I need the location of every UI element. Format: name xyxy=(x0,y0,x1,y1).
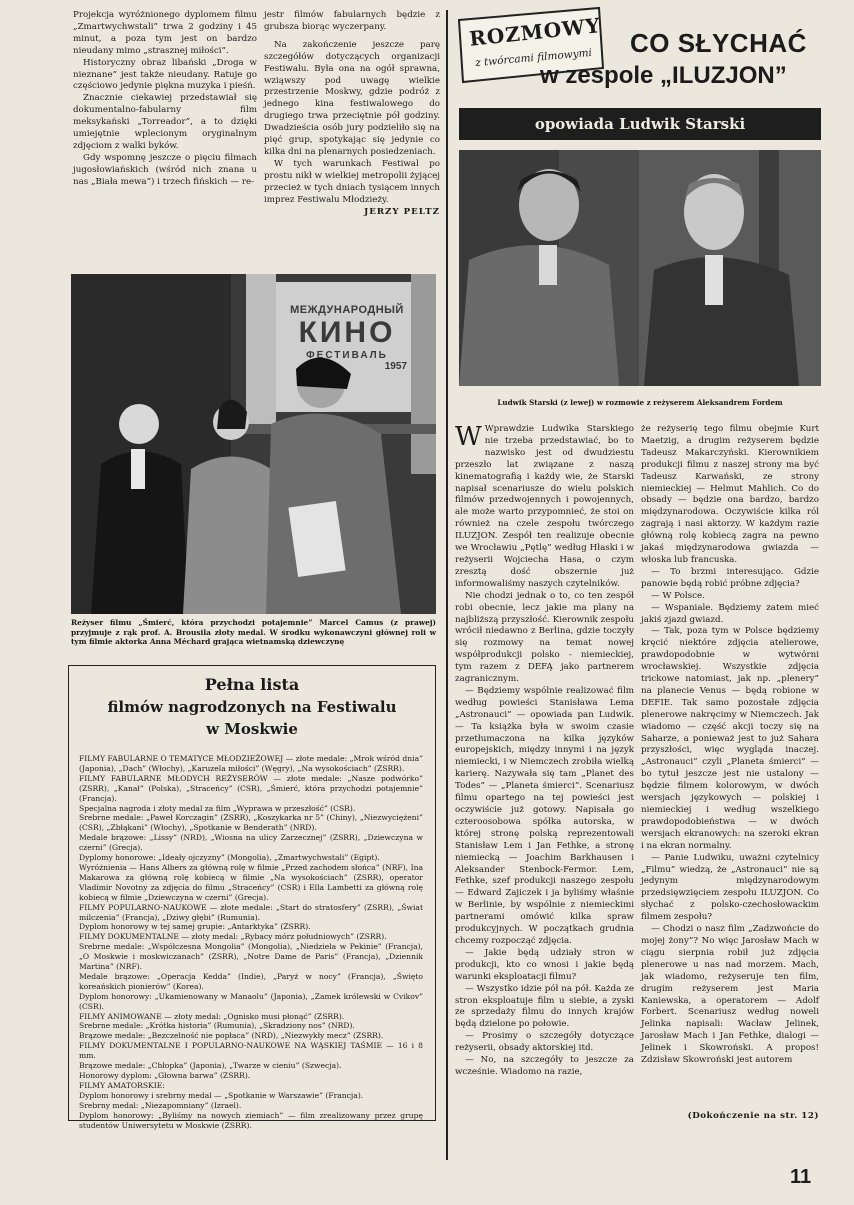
paragraph: — Jakie będą udziały stron w produkcji, kto co wnosi i jakie będą warunki eksploatacji filmu? xyxy=(455,947,634,982)
interview-photo-caption: Ludwik Starski (z lewej) w rozmowie z reżyserem Aleksandrem Fordem xyxy=(497,398,783,407)
paragraph: W Wprawdzie Ludwika Starskiego nie trzeba przedstawiać, bo to nazwisko jest od dwudziestu przeszło lat związane z naszą kinematografią i każdy wie, że Starski napisał scenariusze do wielu polskich filmów przedwojennych i powojennych, ale może warto przypomnieć, że stoi on również na czele zespołu twórczego ILUZJON. Zespół ten realizuje obecnie we Wrocławiu „Pętlę” według Hłaski i w reżyserii Wojciecha Hasa, o czym zresztą dość obszernie już informowaliśmy naszych czytelników. xyxy=(455,422,634,589)
paragraph: — Tak, poza tym w Polsce będziemy kręcić niektóre zdjęcia atelierowe, prawdopodobnie w wytwórni wrocławskiej. Wszystkie zdjęcia trickowe natomiast, jak np. „plenery” na planecie Venus — będą robione w DEFIE. Tak samo pozostałe zdjęcia plenerowe nakręcimy w Niemczech. Jak wiadomo — część akcji toczy się na Saharze, a ponieważ jest to już Sahara przyszłości, więc wygląda inaczej. „Astronauci” czyli „Planeta śmierci” — bo tytuł jeszcze jest nie ustalony — będzie filmem kolorowym, w dwóch wersjach językowych — polskiej i niemieckiej i według wszelkiego prawdopodobieństwa — w dwóch wersjach ekranowych: na szeroki ekran i na ekran normalny. xyxy=(641,626,819,851)
awards-line: FILMY AMATORSKIE: xyxy=(79,1080,165,1090)
awards-line: FILMY POPULARNO-NAUKOWE — złote medale: „Start do stratosfery” (ZSRR), „Świat milczenia” (Francja), „Dziwy głębi” (Rumunia). xyxy=(79,902,423,922)
awards-title-line1: Pełna lista xyxy=(204,675,300,694)
rozmowy-badge-title: ROZMOWY xyxy=(468,13,602,51)
paragraph: — To brzmi interesująco. Gdzie panowie będą robić próbne zdjęcia? xyxy=(641,566,819,589)
awards-line: Dyplom honorowy: „Byliśmy na nowych ziemiach” — film zrealizowany przez grupę studentów Uniwersytetu w Moskwie (ZSRR). xyxy=(79,1110,423,1130)
drop-cap: W xyxy=(455,422,482,452)
festival-sign-year: 1957 xyxy=(384,361,407,372)
paragraph: Znacznie ciekawiej przedstawiał się dokumentalno-fabularny film meksykański „Torreador”, a to dzięki umiejętnie wplecionym oryginalnym zdjęciom z walki byków. xyxy=(73,93,257,151)
author-signature: JERZY PELTZ xyxy=(364,206,440,217)
paragraph: Projekcja wyróżnionego dyplomem filmu „Zmartwychwstali” trwa 2 godziny i 45 minut, a poza tym jest on bardzo nieudany mimo „strasznej miłości”. xyxy=(73,10,257,56)
paragraph: — Będziemy wspólnie realizować film według powieści Stanisława Lema „Astronauci” — opowiada pan Ludwik. — Ta książka była w swoim czasie przetłumaczona na kilka języków europejskich, między innymi i na język niemiecki, i w Niemczech zrobiła wielką karierę. Nazywała się tam „Planet des Todes” — „Planeta śmierci”. Scenariusz filmu opartego na tej powieści jest oczywiście już gotowy. Napisała go czteroosobowa spółka autorska, w której stronę polską reprezentowali Stanisław Lem i Jan Fethke, a stronę niemiecką — Joachim Barkhausen i Aleksander Stenbock-Fermor. Lem, Fethke, szef produkcji naszego zespołu — Edward Zajiczek i ja byliśmy właśnie w Berlinie, by wspólnie z niemieckimi partnerami omówić kilka spraw produkcyjnych. W początkach grudnia chcemy rozpocząć zdjęcia. xyxy=(455,685,634,946)
paragraph: — W Polsce. xyxy=(651,590,705,601)
continued-note: (Dokończenie na str. 12) xyxy=(687,1111,819,1121)
paragraph: — Prosimy o szczegóły dotyczące reżyserii, obsady aktorskiej itd. xyxy=(455,1031,634,1054)
paragraph: Historyczny obraz libański „Droga w nieznane” jest także nieudany. Ratuje go częściowo jedynie piękna muzyka i pieśń. xyxy=(73,57,257,92)
awards-line: FILMY ANIMOWANE — złoty medal: „Ognisko musi płonąć” (ZSRR). xyxy=(79,1011,345,1021)
interview-photo-caption-wrap xyxy=(459,398,821,408)
awards-line: Brązowe medale: „Bezczelność nie popłaca” (NRD), „Niezwykły mecz” (ZSRR). xyxy=(79,1031,384,1041)
awards-line: Wyróżnienia — Hans Albers za główną rolę w filmie „Przed zachodem słońca” (NRF), Ina Makarowa za główną rolę kobiecą w filmie „Na wysokościach” (ZSRR), operator Vladimir Novotny za zdjęcia do filmu „Straceńcy” (CSR) i Ella Lambetti za główną rolę kobiecą w filmie „Dziewczyna w czerni” (Grecja). xyxy=(79,862,423,902)
awards-line: Srebrny medal: „Niezapomniany” (Izrael). xyxy=(79,1100,242,1110)
awards-line: Srebrne medale: „Krótka historia” (Rumunia), „Skradziony nos” (NRD). xyxy=(79,1021,355,1031)
festival-sign xyxy=(279,304,415,372)
byline-banner xyxy=(459,108,821,140)
awards-line: Honorowy dyplom: „Głowna barwa” (ZSRR). xyxy=(79,1071,251,1080)
festival-photo-caption: Reżyser filmu „Śmierć, która przychodzi potajemnie” Marcel Camus (z prawej) przyjmuje z rąk prof. A. Brousila złoty medal. W środku wykonawczyni głównej roli w tym filmie aktorka Anna Méchard grająca wietnamską dziewczynę xyxy=(71,618,436,647)
festival-sign-line2: КИНО xyxy=(298,316,396,349)
awards-line: Brązowe medale: „Chłopka” (Japonia), „Twarze w cieniu” (Szwecja). xyxy=(79,1061,342,1071)
paragraph: — Wszystko idzie pół na pół. Każda ze stron eksploatuje film u siebie, a zyski ze sprzedaży filmu do innych krajów będą dzielone po połowie. xyxy=(455,983,634,1030)
left-article-col2 xyxy=(264,10,440,217)
awards-line: Specjalna nagroda i złoty medal za film „Wyprawa w przeszłość” (CSR). xyxy=(79,803,356,813)
paragraph: Gdy wspomnę jeszcze o pięciu filmach jugosłowiańskich (wśród nich znana u nas „Biała mewa”) i trzech fińskich — re- xyxy=(73,152,257,187)
left-article-col1 xyxy=(73,10,257,189)
awards-line: Dyplom honorowy w tej samej grupie: „Antarktyka” (ZSRR). xyxy=(79,922,311,932)
paragraph: Na zakończenie jeszcze parę szczegółów dotyczących organizacji Festiwalu. Była ona na ogół sprawna, wziąwszy pod uwagę wielkie przestrzenie Moskwy, gdzie podróż z jednego kina festiwalowego do drugiego trwa przeciętnie pół godziny. Dwadzieścia osób jury podzieliło się na pięć grup, spotykając się jedynie co kilka dni na plenarnych posiedzeniach. xyxy=(264,39,440,157)
awards-line: FILMY FABULARNE O TEMATYCE MŁODZIEŻOWEJ — złote medale: „Mrok wśród dnia” (Japonia), „Dach” (Włochy), „Karuzela miłości” (Węgry), „Na wysokościach” (ZSRR). xyxy=(79,754,423,773)
byline: opowiada Ludwik Starski xyxy=(534,115,746,133)
headline-line1: CO SŁYCHAĆ xyxy=(630,28,807,58)
paragraph: — Panie Ludwiku, uważni czytelnicy „Filmu” wiedzą, że „Astronauci” nie są jedynym międzynarodowym przedsięwzięciem zespołu ILUZJON. Co słychać z polsko-czechosłowackim filmem zespołu? xyxy=(641,852,819,923)
column-divider xyxy=(446,10,448,1160)
festival-sign-line3: ФЕСТИВАЛЬ xyxy=(306,350,388,361)
festival-sign-line1: МЕЖДУНАРОДНЫЙ xyxy=(290,304,404,316)
awards-title-line2: filmów nagrodzonych na Festiwalu xyxy=(107,698,397,716)
rozmowy-badge-subtitle: z twórcami filmowymi xyxy=(474,46,593,70)
awards-line: FILMY DOKUMENTALNE I POPULARNO-NAUKOWE NA WĄSKIEJ TAŚMIE — 16 i 8 mm. xyxy=(79,1041,423,1061)
paragraph: Nie chodzi jednak o to, co ten zespół robi obecnie, lecz jakie ma plany na najbliższą przyszłość. Kierownik zespołu wrócił niedawno z Berlina, gdzie toczyły się rozmowy na temat nowej współprodukcji polsko - niemieckiej, tym razem z DEFĄ jako partnerem zagranicznym. xyxy=(455,590,634,685)
awards-line: Medale brązowe: „Lissy” (NRD), „Wiosna na ulicy Zarzecznej” (ZSRR), „Dziewczyna w czerni” (Grecja). xyxy=(79,833,423,853)
awards-line: Srebrne medale: „Paweł Korczagin” (ZSRR), „Koszykarka nr 5” (Chiny), „Niezwyciężeni” (CSR), „Zbłąkani” (Włochy), „Spotkanie w Benderath” (NRD). xyxy=(79,813,423,833)
paragraph: jestr filmów fabularnych będzie z grubsza biorąc wyczerpany. xyxy=(264,10,440,32)
interview-photo xyxy=(459,150,821,386)
festival-photo-caption-wrap xyxy=(71,618,436,647)
page-number: 11 xyxy=(790,1166,812,1188)
paragraph: — Chodzi o nasz film „Zadzwońcie do mojej żony”? No więc Jarosław Mach w ciągu sierpnia robił już zdjęcia plenerowe u nas nad morzem. Mach, jak wiadomo, reżyseruje ten film, drugim reżyserem jest Maria Kaniewska, a operatorem — Adolf Forbert. Scenariusz według noweli Jelinka napisali: Wacław Jelinek, Jarosław Mach i Jan Fethke, dialogi — Jelinek i Skowroński. A propos! Zdzisław Skowroński jest autorem xyxy=(641,924,819,1066)
interview-photo-image xyxy=(459,150,821,386)
awards-line: FILMY DOKUMENTALNE — złoty medal: „Rybacy mórz południowych” (ZSRR). xyxy=(79,932,387,942)
awards-line: Dyplom honorowy: „Ukamienowany w Manaolu” (Japonia), „Zamek królewski w Cvikov” (CSR). xyxy=(79,991,423,1011)
interview-col2 xyxy=(641,424,819,1067)
interview-col1 xyxy=(455,424,634,1079)
awards-line: Medale brązowe: „Operacja Kedda” (Indie), „Paryż w nocy” (Francja), „Święto koreańskich pionierów” (Korea). xyxy=(79,971,423,991)
awards-line: Dyplom honorowy i srebrny medal — „Spotkanie w Warszawie” (Francja). xyxy=(79,1090,364,1100)
paragraph: W tych warunkach Festiwal po prostu nikł w wielkiej metropolii żyjącej przecież w tych dniach tysiącem innych imprez Festiwalu Młodzieży. xyxy=(264,158,440,205)
paragraph: — No, na szczegóły to jeszcze za wcześnie. Wiadomo na razie, xyxy=(455,1055,634,1077)
awards-line: Srebrne medale: „Współczesna Mongolia” (Mongolia), „Niedziela w Pekinie” (Francja), „O Moskwie i moskwiczanach” (ZSRR), „Notre Dame de Paris” (Francja), „Dziennik Martina” (NRF). xyxy=(79,942,423,972)
awards-list xyxy=(79,754,423,1130)
headline-line2: w zespole „ILUZJON” xyxy=(540,62,787,89)
awards-box-header xyxy=(69,674,435,740)
paragraph: że reżyserię tego filmu obejmie Kurt Maetzig, a drugim reżyserem będzie Tadeusz Makarczyński. Kierownikiem produkcji filmu z naszej strony ma być Tadeusz Karwański, ze strony niemieckiej — Helmut Mahlich. Co do obsady — będzie ona bardzo, bardzo międzynarodowa. Oczywiście kilka ról zagrają i nasi aktorzy. W każdym razie główną rolę kobiecą zagra na pewno jakaś międzynarodowa gwiazda — włoska lub francuska. xyxy=(641,424,819,565)
paragraph: — Wspaniale. Będziemy zatem mieć jakiś zjazd gwiazd. xyxy=(641,602,819,625)
festival-photo xyxy=(71,274,436,614)
awards-line: Dyplomy honorowe: „Ideały ojczyzny” (Mongolia), „Zmartwychwstali” (Egipt). xyxy=(79,853,380,863)
awards-box xyxy=(68,665,436,1130)
awards-title-line3: w Moskwie xyxy=(206,720,298,738)
awards-line: FILMY FABULARNE MŁODYCH REŻYSERÓW — złote medale: „Nasze podwórko” (ZSRR), „Kanał” (Polska), „Straceńcy” (CSR), „Śmierć, która przychodzi potajemnie” (Francja). xyxy=(79,773,423,803)
